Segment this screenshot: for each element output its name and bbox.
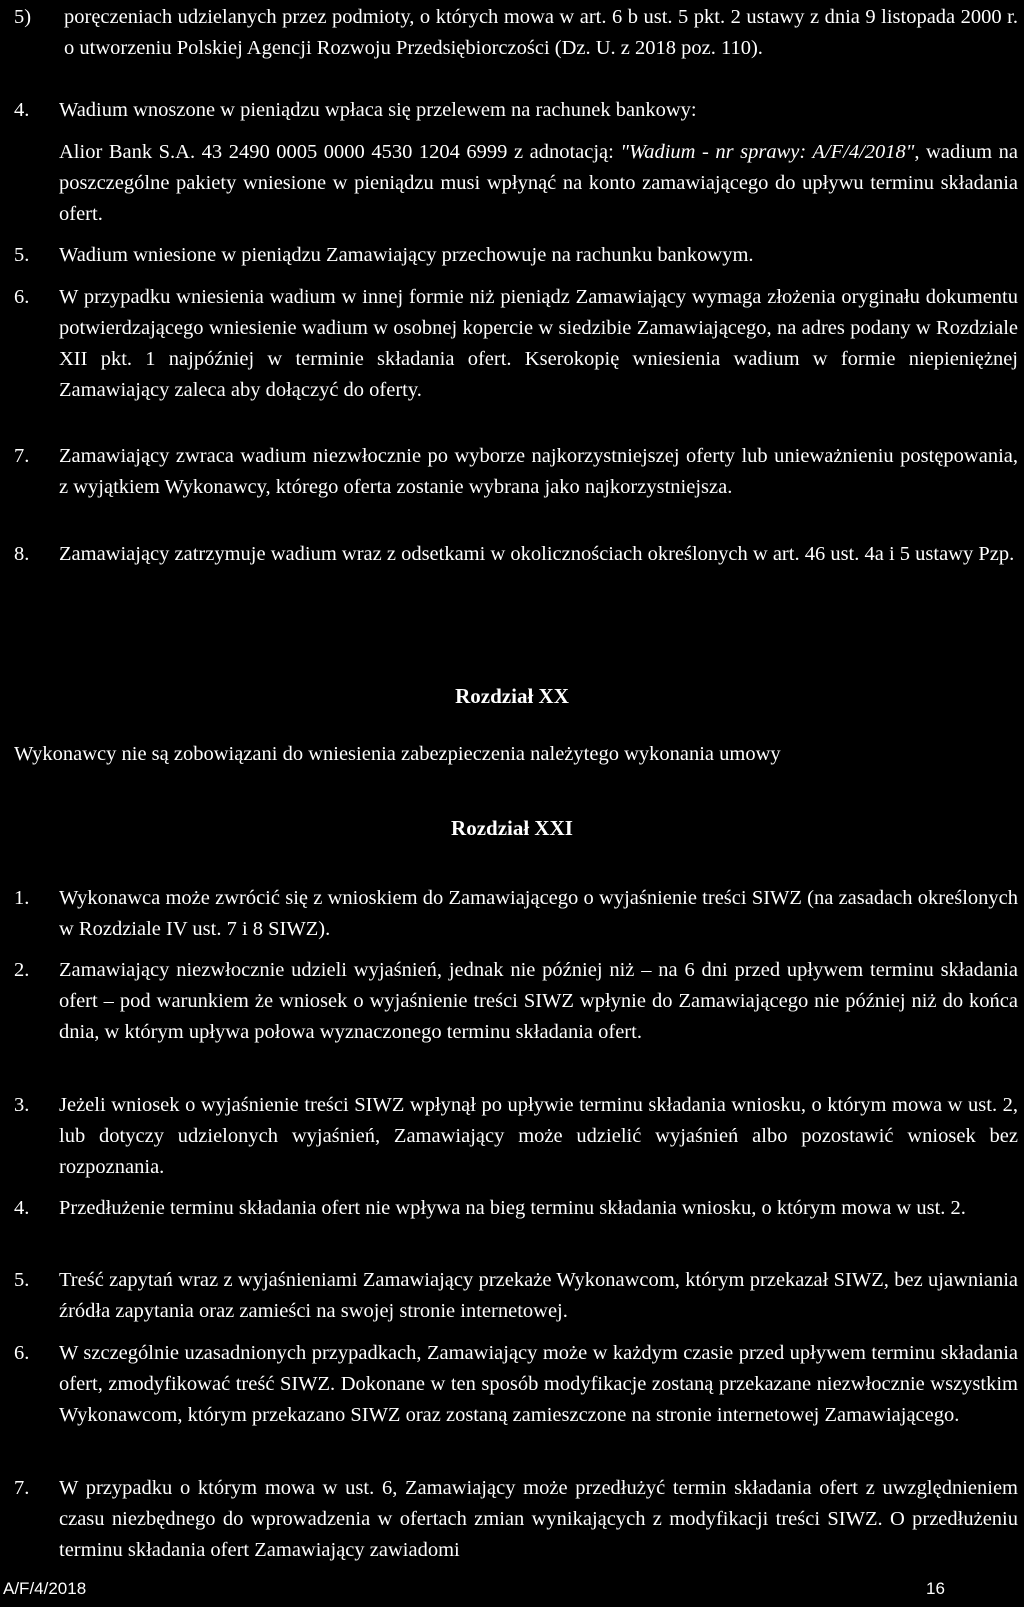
list-item — [14, 883, 1018, 945]
item-text: Zamawiający zwraca wadium niezwłocznie po wyborze najkorzystniejszej oferty lub unieważnieniu postępowania, z wyjątkiem Wykonawcy, którego oferta zostanie wybrana jako najkorzystniejsza. — [59, 445, 1018, 498]
item-number: 3. — [14, 1094, 30, 1116]
item-number: 8. — [14, 543, 30, 565]
list-item — [14, 2, 1018, 64]
bank-note: "Wadium - nr sprawy: A/F/4/2018" — [620, 141, 915, 163]
chapter-text: Wykonawcy nie są zobowiązani do wniesienia zabezpieczenia należytego wykonania umowy — [14, 743, 781, 765]
item-text: W przypadku wniesienia wadium w innej formie niż pieniądz Zamawiający wymaga złożenia oryginału dokumentu potwierdzającego wniesienie wadium w osobnej kopercie w siedzibie Zamawiającego, na adres podany w Rozdziale XII pkt. 1 najpóźniej w terminie składania ofert. Kserokopię wniesienia wadium w formie niepieniężnej Zamawiający zaleca aby dołączyć do oferty. — [59, 286, 1018, 401]
item-text: Wykonawca może zwrócić się z wnioskiem do Zamawiającego o wyjaśnienie treści SIWZ (na zasadach określonych w Rozdziale IV ust. 7 i 8 SIWZ). — [59, 887, 1018, 940]
item-text: W szczególnie uzasadnionych przypadkach, Zamawiający może w każdym czasie przed upływem terminu składania ofert, zmodyfikować treść SIWZ. Dokonane w ten sposób modyfikacje zostaną przekazane niezwłocznie wszystkim Wykonawcom, którym przekazano SIWZ oraz zostaną zamieszczone na stronie internetowej Zamawiającego. — [59, 1342, 1018, 1426]
item-number: 7. — [14, 445, 30, 467]
item-number: 6. — [14, 1342, 30, 1364]
list-item — [14, 1265, 1018, 1327]
item-text: Zamawiający niezwłocznie udzieli wyjaśnień, jednak nie później niż – na 6 dni przed upływem terminu składania ofert – pod warunkiem że wniosek o wyjaśnienie treści SIWZ wpłynie do Zamawiającego nie później niż do końca dnia, w którym upływa połowa wyznaczonego terminu składania ofert. — [59, 959, 1018, 1043]
item-number: 7. — [14, 1477, 30, 1499]
item-text: poręczeniach udzielanych przez podmioty, o których mowa w art. 6 b ust. 5 pkt. 2 ustawy z dnia 9 listopada 2000 r. o utworzeniu Polskiej Agencji Rozwoju Przedsiębiorczości (Dz. U. z 2018 poz. 110). — [64, 6, 1018, 59]
chapter-heading: Rozdział XXI — [451, 816, 573, 840]
item-text: Treść zapytań wraz z wyjaśnieniami Zamawiający przekaże Wykonawcom, którym przekazał SIWZ, bez ujawniania źródła zapytania oraz zamieści na swojej stronie internetowej. — [59, 1269, 1018, 1322]
list-item — [14, 539, 1018, 570]
footer-reference: A/F/4/2018 — [3, 1579, 87, 1598]
item-text: Wadium wnoszone w pieniądzu wpłaca się przelewem na rachunek bankowy: — [59, 99, 697, 121]
item-text: Przedłużenie terminu składania ofert nie wpływa na bieg terminu składania wniosku, o którym mowa w ust. 2. — [59, 1197, 966, 1219]
list-item — [14, 1090, 1018, 1183]
item-text: Zamawiający zatrzymuje wadium wraz z odsetkami w okolicznościach określonych w art. 46 ust. 4a i 5 ustawy Pzp. — [59, 543, 1015, 565]
item-number: 1. — [14, 887, 30, 909]
item-text: W przypadku o którym mowa w ust. 6, Zamawiający może przedłużyć termin składania ofert z uwzględnieniem czasu niezbędnego do wprowadzenia w ofertach zmian wynikających z modyfikacji treści SIWZ. O przedłużeniu terminu składania ofert Zamawiający zawiadomi — [59, 1477, 1018, 1561]
item-number: 2. — [14, 959, 30, 981]
chapter-heading: Rozdział XX — [455, 684, 569, 708]
item-text: Jeżeli wniosek o wyjaśnienie treści SIWZ wpłynął po upływie terminu składania wniosku, o którym mowa w ust. 2, lub dotyczy udzielonych wyjaśnień, Zamawiający może udzielić wyjaśnień albo pozostawić wniosek bez rozpoznania. — [59, 1094, 1018, 1178]
list-item — [14, 95, 1018, 126]
item-number: 4. — [14, 1197, 30, 1219]
list-item — [14, 240, 1018, 271]
item-number: 5. — [14, 244, 30, 266]
page-number: 16 — [926, 1579, 945, 1598]
list-item — [14, 1473, 1018, 1566]
bank-suffix: , wadium na poszczególne pakiety wniesione w pieniądzu musi wpłynąć na konto zamawiającego do upływu terminu składania ofert. — [59, 141, 1018, 225]
list-item — [14, 1193, 1018, 1224]
item-number: 4. — [14, 99, 30, 121]
list-item — [14, 441, 1018, 503]
item-text: Wadium wniesione w pieniądzu Zamawiający przechowuje na rachunku bankowym. — [59, 244, 754, 266]
list-item — [14, 1338, 1018, 1431]
item-number: 6. — [14, 286, 30, 308]
item-number: 5) — [14, 6, 32, 28]
bank-prefix: Alior Bank S.A. 43 2490 0005 0000 4530 1204 6999 z adnotacją: — [59, 141, 621, 163]
bank-account-paragraph — [59, 137, 1018, 230]
item-number: 5. — [14, 1269, 30, 1291]
list-item — [14, 282, 1018, 406]
list-item — [14, 955, 1018, 1048]
